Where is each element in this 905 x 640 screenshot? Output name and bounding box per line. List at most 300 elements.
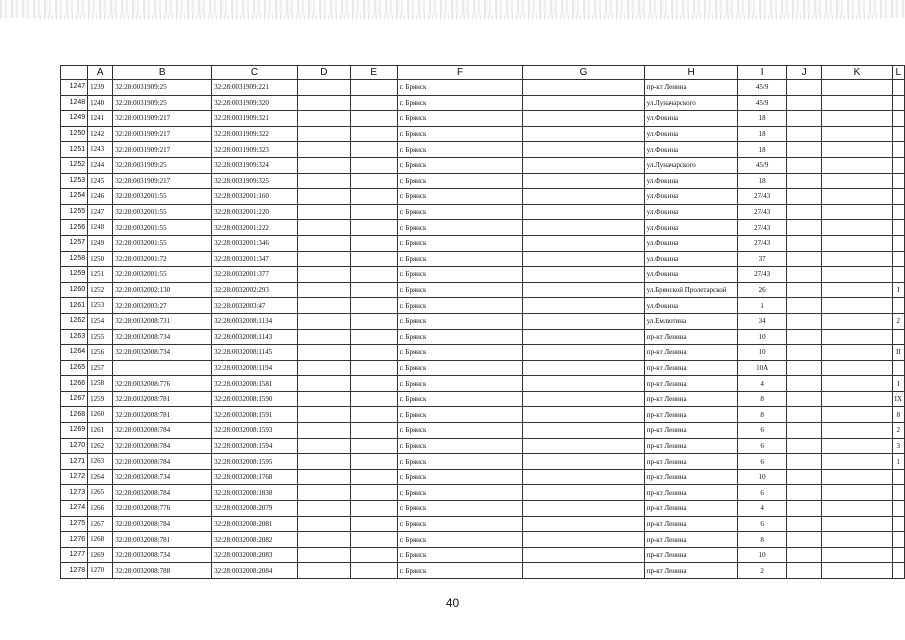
cell-c: 32:28:0032008:1838 [212,485,298,501]
table-row [61,360,905,376]
cell-g [523,251,644,267]
cell-k [822,111,892,127]
cell-h: пр-кт Ленина [644,516,738,532]
cell-c: 32:28:0032008:1134 [212,313,298,329]
cell-k [822,407,892,423]
cell-c: 32:28:0032008:2084 [212,563,298,579]
cell-a: 1253 [88,298,113,314]
row-number: 1258 [61,251,88,267]
table-row [61,95,905,111]
cell-k [822,360,892,376]
cell-i: 34 [738,313,786,329]
cell-i: 4 [738,501,786,517]
cell-j [786,235,822,251]
cell-b: 32:28:0032008:784 [113,438,212,454]
cell-g [523,267,644,283]
cell-e [350,220,397,236]
cell-h: пр-кт Ленина [644,407,738,423]
column-header: I [738,66,786,80]
cell-j [786,532,822,548]
cell-b: 32:28:0032003:27 [113,298,212,314]
cell-c: 32:28:0032008:1594 [212,438,298,454]
table-body [61,80,905,579]
cell-b: 32:28:0032001:55 [113,204,212,220]
cell-h: ул.Фокина [644,204,738,220]
cell-j [786,454,822,470]
cell-i: 10 [738,547,786,563]
cell-c: 32:28:0032001:220 [212,204,298,220]
table-row [61,516,905,532]
cell-d [298,516,351,532]
cell-d [298,454,351,470]
cell-k [822,501,892,517]
column-header: B [113,66,212,80]
cell-d [298,501,351,517]
row-number: 1262 [61,313,88,329]
cell-k [822,80,892,96]
cell-e [350,532,397,548]
cell-c: 32:28:0032008:2081 [212,516,298,532]
cell-j [786,173,822,189]
cell-f: г. Брянск [397,282,522,298]
cell-l [892,485,904,501]
cell-l [892,532,904,548]
cell-k [822,345,892,361]
cell-g [523,532,644,548]
cell-e [350,126,397,142]
cell-g [523,126,644,142]
cell-a: 1265 [88,485,113,501]
cell-e [350,563,397,579]
row-number: 1260 [61,282,88,298]
cell-b: 32:28:0032008:784 [113,516,212,532]
row-number: 1272 [61,469,88,485]
cell-i: 27/43 [738,204,786,220]
cell-d [298,391,351,407]
table-row [61,126,905,142]
cell-h: ул.Луначарского [644,157,738,173]
cell-l [892,469,904,485]
cell-k [822,563,892,579]
cell-l [892,547,904,563]
cell-g [523,142,644,158]
table-row [61,157,905,173]
cell-i: 18 [738,173,786,189]
cell-k [822,142,892,158]
cell-d [298,313,351,329]
cell-j [786,423,822,439]
cell-a: 1241 [88,111,113,127]
cell-b: 32:28:0032001:55 [113,235,212,251]
cell-d [298,532,351,548]
cell-h: ул.Брянской Пролетарской [644,282,738,298]
cell-b: 32:28:0032001:55 [113,220,212,236]
cell-d [298,126,351,142]
cell-h: ул.Фокина [644,267,738,283]
cell-k [822,423,892,439]
cell-i: 10 [738,345,786,361]
row-number: 1259 [61,267,88,283]
cell-g [523,376,644,392]
cell-c: 32:28:0032008:1581 [212,376,298,392]
cell-b: 32:28:0031909:217 [113,111,212,127]
column-header: G [523,66,644,80]
cell-e [350,501,397,517]
table-row [61,438,905,454]
cell-f: г. Брянск [397,469,522,485]
cell-i: 6 [738,438,786,454]
cell-h: пр-кт Ленина [644,376,738,392]
column-header: H [644,66,738,80]
cell-h: пр-кт Ленина [644,547,738,563]
cell-i: 6 [738,485,786,501]
cell-j [786,126,822,142]
cell-j [786,391,822,407]
cell-g [523,469,644,485]
cell-f: г. Брянск [397,391,522,407]
cell-b: 32:28:0032008:734 [113,345,212,361]
cell-c: 32:28:0032008:1593 [212,423,298,439]
cell-j [786,438,822,454]
cell-a: 1270 [88,563,113,579]
cell-j [786,407,822,423]
cell-b [113,360,212,376]
table-row [61,173,905,189]
cell-a: 1264 [88,469,113,485]
cell-g [523,391,644,407]
cell-b: 32:28:0032001:72 [113,251,212,267]
cell-l: 3 [892,438,904,454]
cell-l: 1 [892,454,904,470]
cell-j [786,189,822,205]
cell-f: г. Брянск [397,501,522,517]
cell-a: 1248 [88,220,113,236]
cell-d [298,563,351,579]
cell-k [822,173,892,189]
cell-k [822,235,892,251]
cell-b: 32:28:0032008:734 [113,547,212,563]
cell-j [786,360,822,376]
table-row [61,391,905,407]
cell-c: 32:28:0032001:377 [212,267,298,283]
cell-c: 32:28:0032008:1591 [212,407,298,423]
cell-d [298,298,351,314]
cell-l: II [892,345,904,361]
cell-i: 27/43 [738,267,786,283]
column-header: C [212,66,298,80]
cell-c: 32:28:0031909:324 [212,157,298,173]
cell-i: 37 [738,251,786,267]
cell-e [350,391,397,407]
cell-l: IX [892,391,904,407]
row-number: 1257 [61,235,88,251]
cell-i: 8 [738,532,786,548]
cell-k [822,532,892,548]
cell-a: 1249 [88,235,113,251]
cell-f: г. Брянск [397,547,522,563]
cell-a: 1244 [88,157,113,173]
cell-l [892,142,904,158]
cell-a: 1247 [88,204,113,220]
cell-b: 32:28:0032008:734 [113,469,212,485]
cell-i: 45/9 [738,80,786,96]
cell-i: 18 [738,111,786,127]
cell-f: г. Брянск [397,345,522,361]
cell-j [786,282,822,298]
row-number: 1273 [61,485,88,501]
row-number: 1266 [61,376,88,392]
table-row [61,267,905,283]
row-number: 1256 [61,220,88,236]
cell-i: 27/43 [738,189,786,205]
table-row [61,376,905,392]
cell-h: ул.Фокина [644,142,738,158]
column-header: A [88,66,113,80]
cell-d [298,189,351,205]
cell-e [350,469,397,485]
cell-l [892,516,904,532]
cell-b: 32:28:0032001:55 [113,189,212,205]
cell-h: пр-кт Ленина [644,469,738,485]
cell-b: 32:28:0032008:788 [113,563,212,579]
cell-h: ул.Луначарского [644,95,738,111]
row-number: 1275 [61,516,88,532]
cell-d [298,80,351,96]
cell-i: 10 [738,329,786,345]
cell-l [892,563,904,579]
cell-f: г. Брянск [397,532,522,548]
cell-j [786,547,822,563]
cell-g [523,313,644,329]
row-number: 1270 [61,438,88,454]
cell-e [350,95,397,111]
cell-b: 32:28:0032008:776 [113,376,212,392]
table-row [61,80,905,96]
cell-l [892,329,904,345]
cell-k [822,220,892,236]
cell-f: г. Брянск [397,204,522,220]
cell-a: 1261 [88,423,113,439]
cell-k [822,282,892,298]
cell-f: г. Брянск [397,189,522,205]
cell-f: г. Брянск [397,173,522,189]
row-number: 1248 [61,95,88,111]
row-number: 1265 [61,360,88,376]
cell-k [822,95,892,111]
cell-f: г. Брянск [397,95,522,111]
cell-i: 27/43 [738,235,786,251]
cell-b: 32:28:0031909:217 [113,142,212,158]
column-header: K [822,66,892,80]
column-header: F [397,66,522,80]
cell-c: 32:28:0032001:160 [212,189,298,205]
cell-c: 32:28:0032001:347 [212,251,298,267]
cell-i: 8 [738,391,786,407]
cell-i: 1 [738,298,786,314]
cell-j [786,313,822,329]
cell-l [892,360,904,376]
cell-g [523,298,644,314]
cell-a: 1258 [88,376,113,392]
cell-l [892,235,904,251]
cell-k [822,157,892,173]
cell-b: 32:28:0032008:784 [113,485,212,501]
table-row [61,563,905,579]
cell-f: г. Брянск [397,407,522,423]
row-number: 1255 [61,204,88,220]
cell-j [786,251,822,267]
cell-h: ул.Емлютина [644,313,738,329]
cell-g [523,407,644,423]
row-number: 1263 [61,329,88,345]
column-header: L [892,66,904,80]
cell-c: 32:28:0032001:346 [212,235,298,251]
cell-j [786,220,822,236]
cell-h: пр-кт Ленина [644,485,738,501]
cell-e [350,235,397,251]
cell-c: 32:28:0032008:1143 [212,329,298,345]
table-row [61,423,905,439]
cell-j [786,485,822,501]
row-number: 1264 [61,345,88,361]
table-row [61,235,905,251]
cell-d [298,282,351,298]
cell-g [523,235,644,251]
cell-f: г. Брянск [397,329,522,345]
row-number: 1252 [61,157,88,173]
cell-i: 27/43 [738,220,786,236]
cell-k [822,454,892,470]
cell-e [350,142,397,158]
cell-a: 1255 [88,329,113,345]
cell-d [298,251,351,267]
table-row [61,454,905,470]
cell-k [822,516,892,532]
cell-j [786,469,822,485]
cell-h: ул.Фокина [644,173,738,189]
cell-b: 32:28:0032008:781 [113,407,212,423]
cell-c: 32:28:0031909:323 [212,142,298,158]
cell-i: 2 [738,563,786,579]
table-row [61,345,905,361]
column-header: E [350,66,397,80]
cell-e [350,80,397,96]
cell-d [298,142,351,158]
cell-g [523,220,644,236]
cell-j [786,563,822,579]
cell-l [892,173,904,189]
cell-d [298,111,351,127]
cell-a: 1269 [88,547,113,563]
row-number: 1268 [61,407,88,423]
cell-e [350,282,397,298]
cell-h: пр-кт Ленина [644,438,738,454]
cell-d [298,267,351,283]
cell-l: I [892,376,904,392]
cell-f: г. Брянск [397,80,522,96]
cell-c: 32:28:0031909:320 [212,95,298,111]
column-header: J [786,66,822,80]
cell-a: 1240 [88,95,113,111]
cell-a: 1259 [88,391,113,407]
cell-d [298,376,351,392]
cell-g [523,563,644,579]
cell-l [892,220,904,236]
cell-e [350,454,397,470]
cell-f: г. Брянск [397,376,522,392]
column-header [61,66,88,80]
cell-a: 1245 [88,173,113,189]
cell-k [822,298,892,314]
cell-h: пр-кт Ленина [644,532,738,548]
cell-f: г. Брянск [397,423,522,439]
cell-g [523,516,644,532]
cell-l [892,157,904,173]
cell-l [892,111,904,127]
cell-e [350,547,397,563]
cell-j [786,376,822,392]
table-row [61,485,905,501]
cell-e [350,189,397,205]
table-row [61,298,905,314]
table-row [61,189,905,205]
cell-f: г. Брянск [397,313,522,329]
cell-e [350,204,397,220]
row-number: 1277 [61,547,88,563]
cell-a: 1263 [88,454,113,470]
cell-e [350,329,397,345]
cell-g [523,111,644,127]
cell-i: 18 [738,126,786,142]
table-row [61,282,905,298]
cell-i: 4 [738,376,786,392]
cell-h: пр-кт Ленина [644,329,738,345]
cell-d [298,204,351,220]
cell-k [822,189,892,205]
cell-f: г. Брянск [397,267,522,283]
cell-f: г. Брянск [397,298,522,314]
cell-c: 32:28:0031909:325 [212,173,298,189]
row-number: 1271 [61,454,88,470]
cell-i: 45/9 [738,95,786,111]
cell-h: пр-кт Ленина [644,360,738,376]
cell-f: г. Брянск [397,142,522,158]
cell-c: 32:28:0032008:1590 [212,391,298,407]
cell-c: 32:28:0031909:322 [212,126,298,142]
table-row [61,407,905,423]
cell-k [822,469,892,485]
cell-d [298,485,351,501]
cell-a: 1254 [88,313,113,329]
cell-a: 1242 [88,126,113,142]
cell-i: 6 [738,454,786,470]
cell-a: 1260 [88,407,113,423]
cell-b: 32:28:0032002:130 [113,282,212,298]
row-number: 1269 [61,423,88,439]
cell-e [350,157,397,173]
cell-g [523,80,644,96]
cell-k [822,313,892,329]
cell-g [523,329,644,345]
cell-b: 32:28:0032001:55 [113,267,212,283]
cell-j [786,157,822,173]
cell-i: 45/9 [738,157,786,173]
cell-g [523,204,644,220]
table-row [61,532,905,548]
cell-f: г. Брянск [397,454,522,470]
cell-j [786,142,822,158]
cell-b: 32:28:0032008:776 [113,501,212,517]
